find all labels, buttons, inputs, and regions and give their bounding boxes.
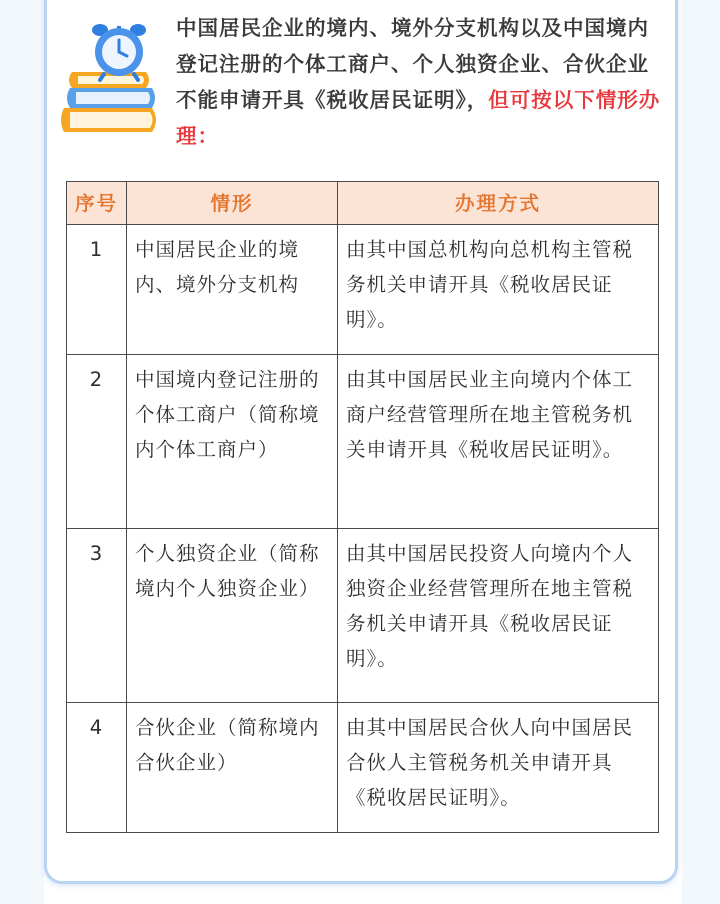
alarm-clock-icon — [92, 24, 146, 80]
clock-books-illustration — [60, 22, 164, 140]
table-row — [67, 225, 659, 355]
left-background — [0, 0, 44, 904]
intro-highlight: 但可按以下情形办理： — [176, 88, 661, 148]
row-method: 由其中国居民投资人向境内个人独资企业经营管理所在地主管税务机关申请开具《税收居民证明》。 — [338, 529, 659, 703]
row-number: 3 — [67, 529, 127, 703]
row-number: 4 — [67, 703, 127, 833]
row-number: 2 — [67, 355, 127, 529]
header-situation: 情形 — [127, 182, 338, 225]
intro-body: 中国居民企业的境内、境外分支机构以及中国境内登记注册的个体工商户、个人独资企业、合伙企业不能申请开具《税收居民证明》， — [176, 16, 649, 112]
row-method: 由其中国总机构向总机构主管税务机关申请开具《税收居民证明》。 — [338, 225, 659, 355]
situation-table — [66, 181, 659, 833]
row-number: 1 — [67, 225, 127, 355]
row-situation: 合伙企业（简称境内合伙企业） — [127, 703, 338, 833]
header-number: 序号 — [67, 182, 127, 225]
table-row — [67, 529, 659, 703]
intro-text — [176, 10, 666, 154]
right-background — [682, 0, 720, 904]
row-situation: 中国居民企业的境内、境外分支机构 — [127, 225, 338, 355]
table-row — [67, 703, 659, 833]
header-method: 办理方式 — [338, 182, 659, 225]
row-situation: 中国境内登记注册的个体工商户（简称境内个体工商户） — [127, 355, 338, 529]
row-situation: 个人独资企业（简称境内个人独资企业） — [127, 529, 338, 703]
table-header-row — [67, 182, 659, 225]
row-method: 由其中国居民合伙人向中国居民合伙人主管税务机关申请开具《税收居民证明》。 — [338, 703, 659, 833]
books-icon — [61, 72, 156, 132]
row-method: 由其中国居民业主向境内个体工商户经营管理所在地主管税务机关申请开具《税收居民证明》。 — [338, 355, 659, 529]
table-row — [67, 355, 659, 529]
